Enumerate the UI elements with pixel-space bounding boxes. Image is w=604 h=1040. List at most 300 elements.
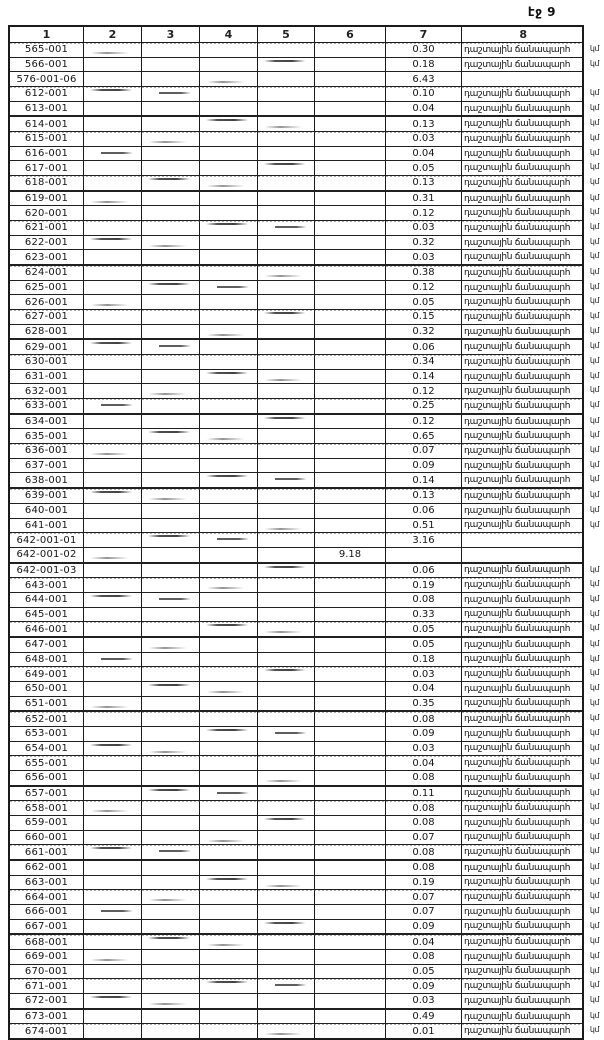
unit-label-km: կմ <box>589 118 599 128</box>
cell-col6 <box>315 250 386 264</box>
cell-col2 <box>84 935 142 949</box>
cell-value: 0.08 <box>386 816 462 830</box>
table-row <box>10 280 599 295</box>
cell-code: 621-001 <box>10 221 84 235</box>
cell-col5 <box>258 43 315 57</box>
cell-value: 0.12 <box>386 415 462 429</box>
cell-col5 <box>258 742 315 756</box>
cell-col2 <box>84 384 142 398</box>
cell-col5 <box>258 295 315 309</box>
cell-col3 <box>142 742 200 756</box>
cell-value: 0.03 <box>386 132 462 146</box>
cell-col4 <box>200 415 258 429</box>
cell-col5 <box>258 727 315 741</box>
cell-code: 671-001 <box>10 979 84 993</box>
unit-label-km: կմ <box>589 579 599 589</box>
cell-code: 620-001 <box>10 206 84 220</box>
cell-road-type: դաշտային ճանապարհ <box>464 698 571 709</box>
cell-road-type: դաշտային ճանապարհ <box>464 1011 571 1022</box>
cell-col2 <box>84 564 142 578</box>
cell-code: 638-001 <box>10 473 84 487</box>
cell-col5 <box>258 697 315 711</box>
cell-road-type: դաշտային ճանապարհ <box>464 1026 571 1037</box>
unit-label-km: կմ <box>589 58 599 68</box>
cell-col3 <box>142 578 200 592</box>
cell-col2 <box>84 920 142 934</box>
cell-code: 565-001 <box>10 43 84 57</box>
cell-col4 <box>200 473 258 487</box>
cell-code: 643-001 <box>10 578 84 592</box>
cell-col2 <box>84 861 142 875</box>
cell-col5 <box>258 979 315 993</box>
cell-value: 0.09 <box>386 920 462 934</box>
table-row <box>10 577 599 592</box>
cell-col5 <box>258 519 315 533</box>
cell-value: 0.05 <box>386 965 462 979</box>
cell-value: 0.07 <box>386 890 462 904</box>
cell-col3 <box>142 250 200 264</box>
cell-col4 <box>200 58 258 72</box>
cell-col2 <box>84 281 142 295</box>
cell-col2 <box>84 994 142 1008</box>
cell-value: 0.05 <box>386 622 462 636</box>
cell-value: 0.07 <box>386 905 462 919</box>
cell-value: 6.43 <box>386 72 462 86</box>
cell-col5 <box>258 845 315 859</box>
table-row <box>10 115 599 131</box>
cell-road-type: դաշտային ճանապարհ <box>464 594 571 605</box>
cell-col6 <box>315 801 386 815</box>
cell-code: 642-001-03 <box>10 564 84 578</box>
cell-col3 <box>142 771 200 785</box>
cell-code: 645-001 <box>10 608 84 622</box>
cell-value: 0.01 <box>386 1024 462 1038</box>
cell-col4 <box>200 578 258 592</box>
cell-road-type: դաշտային ճանապարհ <box>464 580 571 591</box>
table-row <box>10 131 599 146</box>
cell-value: 0.33 <box>386 608 462 622</box>
cell-col4 <box>200 564 258 578</box>
cell-col5 <box>258 756 315 770</box>
cell-value: 0.49 <box>386 1010 462 1024</box>
unit-label-km: կմ <box>589 356 599 366</box>
cell-value: 0.10 <box>386 87 462 101</box>
cell-code: 624-001 <box>10 266 84 280</box>
cell-value: 0.32 <box>386 236 462 250</box>
cell-col3 <box>142 295 200 309</box>
cell-col2 <box>84 147 142 161</box>
unit-label-km: կմ <box>589 593 599 603</box>
table-row <box>10 964 599 979</box>
cell-code: 631-001 <box>10 370 84 384</box>
cell-col2 <box>84 489 142 503</box>
cell-col5 <box>258 548 315 562</box>
cell-col3 <box>142 473 200 487</box>
cell-code: 630-001 <box>10 355 84 369</box>
cell-col3 <box>142 147 200 161</box>
cell-value: 0.06 <box>386 564 462 578</box>
unit-label-km: կմ <box>589 920 599 930</box>
cell-col4 <box>200 533 258 547</box>
cell-road-type <box>462 548 582 562</box>
cell-col5 <box>258 608 315 622</box>
unit-label-km: կմ <box>589 861 599 871</box>
unit-label-km: կմ <box>589 668 599 678</box>
cell-value: 0.30 <box>386 43 462 57</box>
cell-col5 <box>258 504 315 518</box>
unit-label-km: կմ <box>589 88 599 98</box>
cell-col5 <box>258 192 315 206</box>
cell-code: 623-001 <box>10 250 84 264</box>
cell-value: 0.25 <box>386 399 462 413</box>
cell-road-type: դաշտային ճանապարհ <box>464 683 571 694</box>
cell-value: 0.03 <box>386 994 462 1008</box>
cell-road-type: դաշտային ճանապարհ <box>464 133 571 144</box>
unit-label-km: կմ <box>589 474 599 484</box>
cell-col3 <box>142 221 200 235</box>
cell-col3 <box>142 682 200 696</box>
cell-col4 <box>200 965 258 979</box>
cell-value: 0.35 <box>386 697 462 711</box>
cell-road-type: դաշտային ճանապարհ <box>464 460 571 471</box>
cell-col3 <box>142 667 200 681</box>
cell-col3 <box>142 236 200 250</box>
cell-value: 0.08 <box>386 845 462 859</box>
table-row <box>10 324 599 339</box>
unit-label-km: կմ <box>589 995 599 1004</box>
table-row <box>10 86 599 101</box>
cell-road-type: դաշտային ճանապարհ <box>464 356 571 367</box>
column-header-4: 4 <box>200 27 258 42</box>
unit-label-km: կմ <box>589 771 599 781</box>
cell-code: 672-001 <box>10 994 84 1008</box>
unit-label-km: կմ <box>589 623 599 633</box>
cell-road-type: դաշտային ճանապարհ <box>464 445 571 456</box>
cell-col3 <box>142 102 200 116</box>
cell-col4 <box>200 161 258 175</box>
cell-col5 <box>258 415 315 429</box>
unit-label-km: կմ <box>589 296 599 306</box>
cell-value: 0.34 <box>386 355 462 369</box>
cell-code: 618-001 <box>10 176 84 190</box>
cell-col2 <box>84 132 142 146</box>
cell-col2 <box>84 801 142 815</box>
cell-col2 <box>84 1024 142 1038</box>
table-row <box>10 294 599 309</box>
cell-code: 667-001 <box>10 920 84 934</box>
cell-col6 <box>315 593 386 607</box>
cell-col4 <box>200 192 258 206</box>
cell-col2 <box>84 192 142 206</box>
cell-col6 <box>315 310 386 324</box>
table-row <box>10 875 599 890</box>
cell-col5 <box>258 682 315 696</box>
cell-code: 633-001 <box>10 399 84 413</box>
cell-col5 <box>258 72 315 86</box>
cell-value: 0.13 <box>386 117 462 131</box>
cell-col4 <box>200 994 258 1008</box>
cell-col4 <box>200 876 258 890</box>
cell-col4 <box>200 132 258 146</box>
cell-road-type: դաշտային ճանապարհ <box>464 654 571 665</box>
table-body <box>10 43 599 1038</box>
cell-col2 <box>84 399 142 413</box>
cell-col6 <box>315 444 386 458</box>
cell-col4 <box>200 72 258 86</box>
cell-col6 <box>315 87 386 101</box>
cell-col5 <box>258 236 315 250</box>
cell-road-type: դաշտային ճանապարհ <box>464 669 571 680</box>
cell-road-type: դաշտային ճանապարհ <box>464 505 571 516</box>
cell-col5 <box>258 161 315 175</box>
cell-code: 655-001 <box>10 756 84 770</box>
cell-code: 636-001 <box>10 444 84 458</box>
cell-code: 668-001 <box>10 935 84 949</box>
cell-road-type: դաշտային ճանապարհ <box>464 966 571 977</box>
cell-col3 <box>142 43 200 57</box>
table-row <box>10 562 599 578</box>
cell-value: 0.08 <box>386 771 462 785</box>
cell-col6 <box>315 266 386 280</box>
cell-col2 <box>84 176 142 190</box>
cell-col2 <box>84 593 142 607</box>
cell-col5 <box>258 489 315 503</box>
cell-value: 0.09 <box>386 727 462 741</box>
cell-value: 0.11 <box>386 787 462 801</box>
cell-col6 <box>315 876 386 890</box>
cell-code: 622-001 <box>10 236 84 250</box>
table-row <box>10 919 599 934</box>
cell-col6 <box>315 787 386 801</box>
cell-col6 <box>315 742 386 756</box>
cell-col4 <box>200 1010 258 1024</box>
cell-col3 <box>142 87 200 101</box>
cell-value: 0.13 <box>386 176 462 190</box>
cell-col6 <box>315 459 386 473</box>
cell-value: 0.04 <box>386 682 462 696</box>
cell-col6 <box>315 712 386 726</box>
cell-col4 <box>200 176 258 190</box>
unit-label-km: կմ <box>589 891 599 901</box>
cell-col6 <box>315 132 386 146</box>
cell-road-type: դաշտային ճանապարհ <box>464 951 571 962</box>
cell-road-type <box>462 533 582 547</box>
table-row <box>10 652 599 667</box>
cell-road-type: դաշտային ճանապարհ <box>464 877 571 888</box>
cell-col2 <box>84 667 142 681</box>
cell-col2 <box>84 102 142 116</box>
cell-value: 0.12 <box>386 384 462 398</box>
cell-col6 <box>315 578 386 592</box>
cell-col2 <box>84 295 142 309</box>
cell-col2 <box>84 979 142 993</box>
cell-col6 <box>315 117 386 131</box>
unit-label-km: կմ <box>589 281 599 291</box>
cell-col6 <box>315 861 386 875</box>
cell-col4 <box>200 266 258 280</box>
cell-value: 0.14 <box>386 370 462 384</box>
unit-label-km: կմ <box>589 222 599 232</box>
cell-col2 <box>84 771 142 785</box>
unit-label-km: կմ <box>589 400 599 410</box>
table-row <box>10 309 599 324</box>
cell-col5 <box>258 787 315 801</box>
cell-road-type: դաշտային ճանապարհ <box>464 921 571 932</box>
cell-col3 <box>142 489 200 503</box>
cell-col4 <box>200 979 258 993</box>
cell-value: 3.16 <box>386 533 462 547</box>
cell-col6 <box>315 161 386 175</box>
table-row <box>10 205 599 220</box>
cell-col2 <box>84 727 142 741</box>
cell-col2 <box>84 876 142 890</box>
cell-col3 <box>142 206 200 220</box>
cell-col6 <box>315 102 386 116</box>
cell-col2 <box>84 622 142 636</box>
cell-col4 <box>200 816 258 830</box>
cell-col5 <box>258 1024 315 1038</box>
cell-col4 <box>200 236 258 250</box>
cell-code: 634-001 <box>10 415 84 429</box>
table-row <box>10 101 599 116</box>
column-header-8: 8 <box>519 28 527 41</box>
cell-col4 <box>200 355 258 369</box>
cell-value: 0.38 <box>386 266 462 280</box>
cell-col4 <box>200 756 258 770</box>
cell-road-type: դաշտային ճանապարհ <box>464 282 571 293</box>
cell-value: 0.65 <box>386 429 462 443</box>
cell-road-type: դաշտային ճանապարհ <box>464 342 571 353</box>
cell-road-type: դաշտային ճանապարհ <box>464 208 571 219</box>
unit-label-km: կմ <box>589 519 599 529</box>
cell-value: 0.18 <box>386 653 462 667</box>
cell-col6 <box>315 1024 386 1038</box>
cell-col2 <box>84 608 142 622</box>
cell-code: 613-001 <box>10 102 84 116</box>
cell-road-type: դաշտային ճանապարհ <box>464 862 571 873</box>
cell-col2 <box>84 473 142 487</box>
cell-road-type: դաշտային ճանապարհ <box>464 892 571 903</box>
cell-code: 673-001 <box>10 1010 84 1024</box>
cell-col2 <box>84 459 142 473</box>
cell-col3 <box>142 176 200 190</box>
cell-col2 <box>84 742 142 756</box>
cell-col5 <box>258 281 315 295</box>
cell-col5 <box>258 132 315 146</box>
cell-road-type: դաշտային ճանապարհ <box>464 222 571 233</box>
cell-col5 <box>258 994 315 1008</box>
cell-col5 <box>258 102 315 116</box>
cell-col4 <box>200 608 258 622</box>
cell-code: 663-001 <box>10 876 84 890</box>
cell-col3 <box>142 816 200 830</box>
cell-col4 <box>200 801 258 815</box>
cell-col4 <box>200 221 258 235</box>
cell-col3 <box>142 384 200 398</box>
cell-road-type: դաշտային ճանապարհ <box>464 490 571 501</box>
cell-col5 <box>258 905 315 919</box>
cell-col4 <box>200 399 258 413</box>
cell-code: 660-001 <box>10 831 84 845</box>
cell-code: 627-001 <box>10 310 84 324</box>
table-row <box>10 1023 599 1038</box>
cell-road-type: դաշտային ճանապարհ <box>464 252 571 263</box>
cell-col5 <box>258 965 315 979</box>
cell-col3 <box>142 161 200 175</box>
cell-col3 <box>142 415 200 429</box>
cell-col4 <box>200 667 258 681</box>
cell-col2 <box>84 578 142 592</box>
cell-col6 <box>315 727 386 741</box>
cell-col5 <box>258 340 315 354</box>
cell-col2 <box>84 845 142 859</box>
unit-label-km: կմ <box>589 1025 599 1035</box>
cell-code: 662-001 <box>10 861 84 875</box>
cell-col6 <box>315 384 386 398</box>
cell-code: 619-001 <box>10 192 84 206</box>
cell-col2 <box>84 653 142 667</box>
table-row <box>10 532 582 547</box>
cell-col6 <box>315 994 386 1008</box>
cell-col2 <box>84 504 142 518</box>
table-row <box>10 755 599 770</box>
cell-col2 <box>84 444 142 458</box>
table-row <box>10 338 599 354</box>
cell-value: 0.03 <box>386 250 462 264</box>
table-row <box>10 993 599 1008</box>
cell-col2 <box>84 266 142 280</box>
cell-col3 <box>142 325 200 339</box>
cell-col6 <box>315 816 386 830</box>
cell-col3 <box>142 801 200 815</box>
cell-col5 <box>258 578 315 592</box>
cell-road-type: դաշտային ճանապարհ <box>464 148 571 159</box>
cell-code: 640-001 <box>10 504 84 518</box>
cell-col5 <box>258 816 315 830</box>
unit-label-km: կմ <box>589 1010 599 1020</box>
cell-col6 <box>315 564 386 578</box>
cell-value: 0.07 <box>386 831 462 845</box>
cell-col5 <box>258 58 315 72</box>
table-row <box>10 621 599 636</box>
table-row <box>10 428 599 443</box>
cell-road-type: դաշտային ճանապարհ <box>464 520 571 531</box>
cell-code: 642-001-01 <box>10 533 84 547</box>
cell-col5 <box>258 370 315 384</box>
cell-road-type: դաշտային ճանապարհ <box>464 400 571 411</box>
cell-col2 <box>84 519 142 533</box>
cell-col3 <box>142 994 200 1008</box>
cell-col6 <box>315 890 386 904</box>
cell-road-type: դաշտային ճանապարհ <box>464 788 571 799</box>
cell-code: 666-001 <box>10 905 84 919</box>
cell-code: 654-001 <box>10 742 84 756</box>
cell-road-type: դաշտային ճանապարհ <box>464 44 571 55</box>
cell-col6 <box>315 1010 386 1024</box>
cell-col6 <box>315 340 386 354</box>
cell-col6 <box>315 206 386 220</box>
cell-col5 <box>258 622 315 636</box>
cell-col5 <box>258 564 315 578</box>
cell-col4 <box>200 653 258 667</box>
cell-col2 <box>84 533 142 547</box>
unit-label-km: կմ <box>589 251 599 261</box>
unit-label-km: կմ <box>589 445 599 455</box>
cell-code: 635-001 <box>10 429 84 443</box>
cell-road-type: դաշտային ճանապարհ <box>464 995 571 1006</box>
unit-label-km: կմ <box>589 965 599 975</box>
cell-col3 <box>142 622 200 636</box>
